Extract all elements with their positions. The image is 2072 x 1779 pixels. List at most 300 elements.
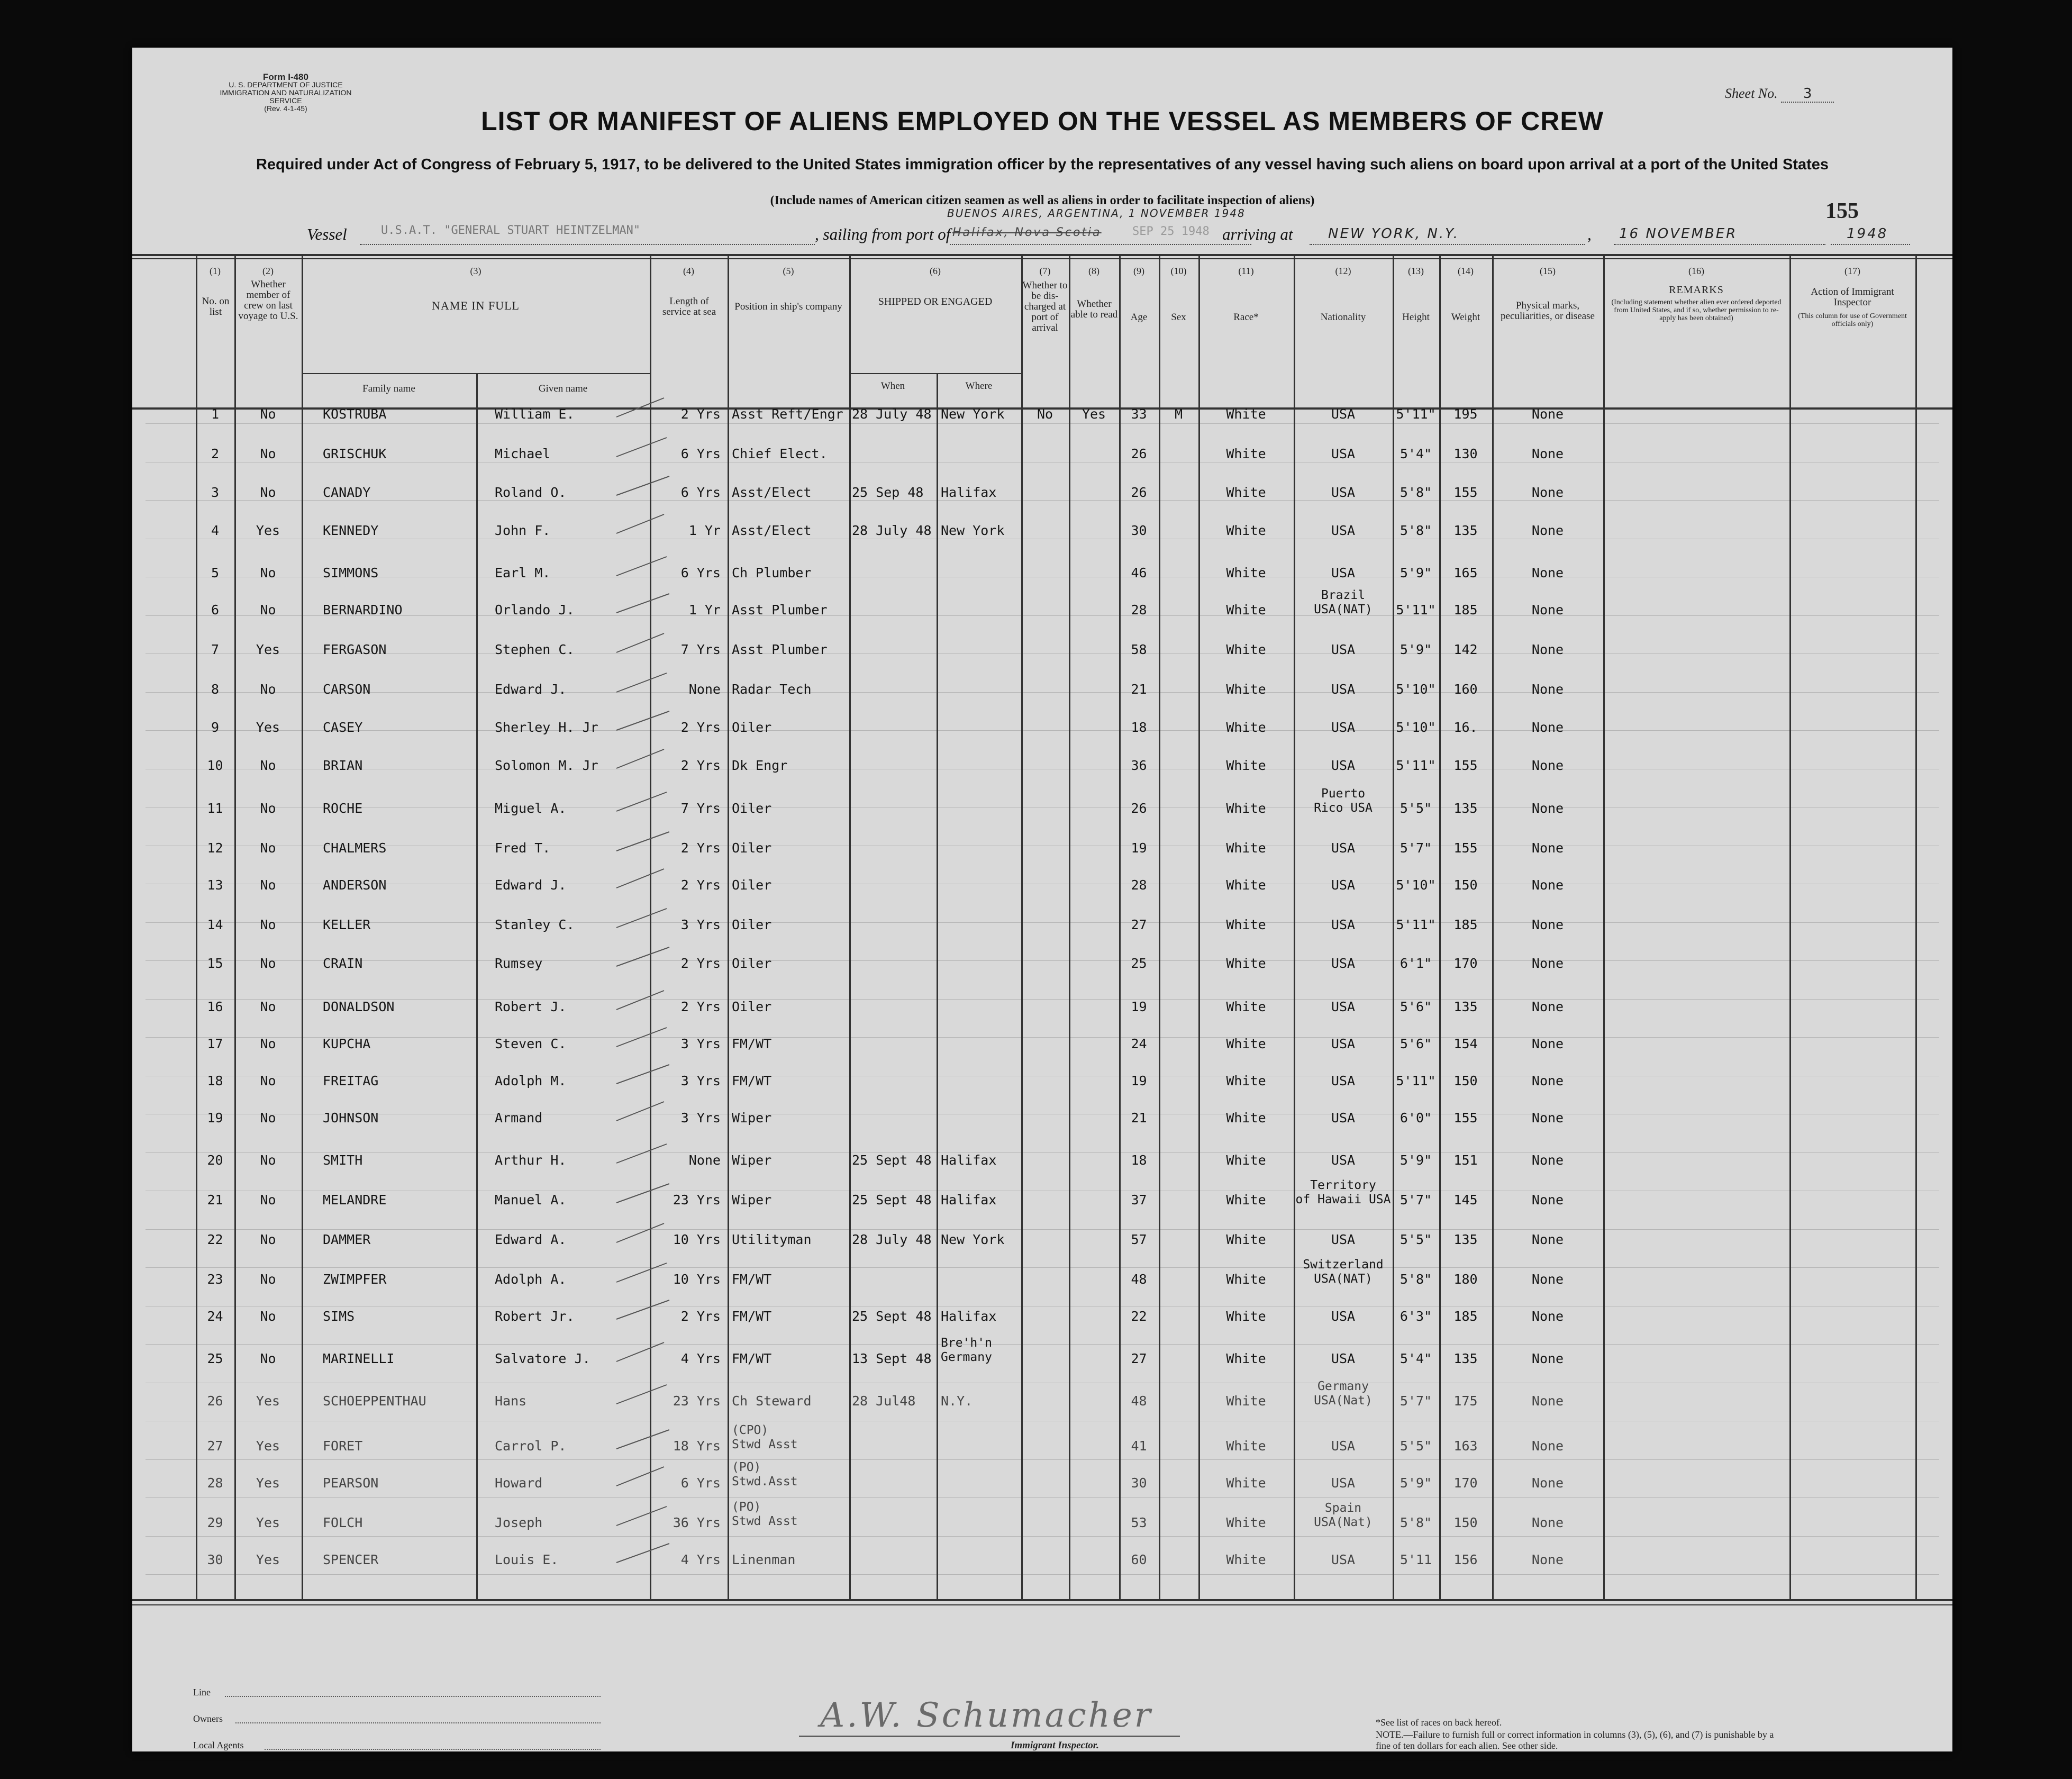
cell-position: FM/WT [732, 1309, 772, 1324]
cell-age: 28 [1131, 877, 1147, 893]
cell-service: 4 Yrs [680, 1351, 721, 1366]
cell-service: 1 Yr [688, 523, 721, 538]
cell-weight: 155 [1453, 1110, 1478, 1126]
cell-nationality: USA [1331, 485, 1356, 500]
row-rule [146, 1152, 1939, 1153]
cell-weight: 185 [1453, 917, 1478, 932]
cell-position: Ch Steward [732, 1393, 812, 1409]
header-where: Where [965, 380, 993, 392]
col-num-8: (8) [1088, 266, 1099, 276]
cell-family: KENNEDY [323, 523, 379, 538]
header-able-to-read: Whether able to read [1070, 298, 1118, 320]
cell-family: ZWIMPFER [323, 1272, 387, 1287]
cell-height: 5'5" [1399, 801, 1432, 816]
cell-family: SCHOEPPENTHAU [323, 1393, 426, 1409]
cell-family: BERNARDINO [323, 602, 403, 618]
cell-age: 28 [1131, 602, 1147, 618]
table-row [132, 1037, 1952, 1069]
cell-age: 33 [1131, 406, 1147, 422]
cell-height: 6'3" [1399, 1309, 1432, 1324]
cell-height: 5'11" [1396, 602, 1436, 618]
cell-height: 5'8" [1399, 523, 1432, 538]
cell-nationality: USA [1331, 758, 1356, 773]
cell-marks: None [1531, 446, 1564, 461]
cell-no: 20 [207, 1152, 223, 1168]
cell-position: Wiper [732, 1110, 772, 1126]
row-rule [146, 999, 1939, 1000]
cell-marks: None [1531, 485, 1564, 500]
header-inspector-action: Action of Immigrant Inspector [1811, 286, 1894, 308]
cell-prev: No [260, 682, 276, 697]
header-family-name: Family name [362, 383, 415, 394]
cell-given: Hans [495, 1393, 527, 1409]
cell-given: Adolph M. [495, 1073, 567, 1088]
cell-when: 25 Sept 48 [852, 1152, 932, 1168]
cell-weight: 151 [1453, 1152, 1478, 1168]
cell-marks: None [1531, 1152, 1564, 1168]
sheet-value: 3 [1781, 86, 1834, 103]
table-row [132, 1111, 1952, 1143]
cell-age: 46 [1131, 565, 1147, 580]
cell-height: 5'11" [1396, 758, 1436, 773]
cell-height: 5'11 [1399, 1552, 1432, 1567]
cell-prev: Yes [256, 1393, 280, 1409]
inspector-signature: A.W. Schumacher [820, 1696, 1153, 1735]
cell-age: 24 [1131, 1036, 1147, 1051]
cell-marks: None [1531, 1515, 1564, 1530]
cell-weight: 163 [1453, 1438, 1478, 1454]
cell-family: CHALMERS [323, 840, 387, 856]
cell-given: Arthur H. [495, 1152, 567, 1168]
cell-marks: None [1531, 1351, 1564, 1366]
cell-position: Asst/Elect [732, 523, 812, 538]
cell-position: Oiler [732, 999, 772, 1014]
cell-race: White [1226, 720, 1266, 735]
table-row [132, 1178, 1952, 1225]
row-rule [146, 1267, 1939, 1268]
cell-given: Joseph [495, 1515, 543, 1530]
cell-no: 2 [211, 446, 220, 461]
cell-age: 26 [1131, 485, 1147, 500]
cell-weight: 135 [1453, 801, 1478, 816]
comma: , [1587, 225, 1592, 243]
cell-height: 5'5" [1399, 1232, 1432, 1247]
header-position: Position in ship's company [734, 301, 842, 312]
cell-nationality: Spain USA(Nat) [1314, 1501, 1373, 1529]
cell-age: 36 [1131, 758, 1147, 773]
cell-race: White [1226, 682, 1266, 697]
cell-when: 28 July 48 [852, 406, 932, 422]
cell-weight: 135 [1453, 1232, 1478, 1247]
cell-service: 23 Yrs [673, 1393, 721, 1409]
header-height: Height [1402, 312, 1430, 323]
cell-prev: No [260, 877, 276, 893]
cell-given: Edward J. [495, 877, 567, 893]
cell-age: 30 [1131, 523, 1147, 538]
cell-no: 26 [207, 1393, 223, 1409]
cell-race: White [1226, 999, 1266, 1014]
cell-service: 3 Yrs [680, 1036, 721, 1051]
vessel-label: Vessel [307, 225, 347, 243]
cell-position: Oiler [732, 801, 772, 816]
line-field [225, 1696, 601, 1697]
cell-position: (PO) Stwd.Asst [732, 1460, 798, 1488]
cell-family: CANADY [323, 485, 371, 500]
cell-nationality: USA [1331, 1036, 1356, 1051]
cell-nationality: USA [1331, 956, 1356, 971]
cell-weight: 135 [1453, 523, 1478, 538]
cell-no: 11 [207, 801, 223, 816]
cell-family: FORET [323, 1438, 363, 1454]
cell-service: 36 Yrs [673, 1515, 721, 1530]
cell-height: 5'5" [1399, 1438, 1432, 1454]
local-agents-field [265, 1749, 601, 1750]
cell-position: (PO) Stwd Asst [732, 1500, 798, 1528]
header-nationality: Nationality [1320, 312, 1366, 323]
footer [132, 1609, 1952, 1751]
header-length-of-service: Length of service at sea [662, 296, 716, 317]
cell-nationality: Territory of Hawaii USA [1295, 1178, 1391, 1206]
cell-service: 2 Yrs [680, 720, 721, 735]
cell-race: White [1226, 523, 1266, 538]
cell-prev: No [260, 801, 276, 816]
arrival-year: 1948 [1847, 226, 1888, 242]
subtitle-note: (Include names of American citizen seamen as well as aliens in order to facilitate inspection of aliens) [770, 194, 1315, 207]
cell-service: 2 Yrs [680, 999, 721, 1014]
col-num-6: (6) [930, 266, 941, 276]
cell-race: White [1226, 485, 1266, 500]
cell-no: 12 [207, 840, 223, 856]
cell-weight: 150 [1453, 1073, 1478, 1088]
cell-position: Ch Plumber [732, 565, 812, 580]
cell-family: FREITAG [323, 1073, 379, 1088]
cell-given: William E. [495, 406, 575, 422]
cell-prev: Yes [256, 642, 280, 657]
cell-marks: None [1531, 1438, 1564, 1454]
cell-given: Rumsey [495, 956, 543, 971]
cell-marks: None [1531, 1552, 1564, 1567]
cell-position: Asst Plumber [732, 602, 828, 618]
cell-weight: 170 [1453, 956, 1478, 971]
cell-given: Fred T. [495, 840, 551, 856]
cell-weight: 16. [1453, 720, 1478, 735]
cell-nationality: Puerto Rico USA [1314, 787, 1373, 815]
cell-no: 8 [211, 682, 220, 697]
cell-no: 3 [211, 485, 220, 500]
cell-age: 48 [1131, 1393, 1147, 1409]
header-sex: Sex [1171, 312, 1186, 323]
cell-service: 3 Yrs [680, 1110, 721, 1126]
table-row [132, 1154, 1952, 1185]
cell-no: 24 [207, 1309, 223, 1324]
cell-marks: None [1531, 720, 1564, 735]
col-num-4: (4) [683, 266, 694, 276]
cell-race: White [1226, 446, 1266, 461]
shipped-subheader-line [849, 373, 1021, 374]
cell-family: DAMMER [323, 1232, 371, 1247]
sheet-label: Sheet No. [1725, 86, 1778, 101]
table-row [132, 1553, 1952, 1585]
cell-family: SPENCER [323, 1552, 379, 1567]
table-row [132, 1500, 1952, 1548]
cell-nationality: USA [1331, 406, 1356, 422]
cell-marks: None [1531, 406, 1564, 422]
cell-given: Stanley C. [495, 917, 575, 932]
header-no-on-list: No. on list [202, 296, 230, 317]
cell-no: 4 [211, 523, 220, 538]
table-row [132, 1460, 1952, 1508]
table-row [132, 878, 1952, 910]
header-weight: Weight [1451, 312, 1480, 323]
cell-no: 10 [207, 758, 223, 773]
cell-when: 25 Sept 48 [852, 1309, 932, 1324]
cell-when: 25 Sep 48 [852, 485, 924, 500]
cell-nationality: USA [1331, 1152, 1356, 1168]
cell-when: 25 Sept 48 [852, 1192, 932, 1208]
cell-height: 5'10" [1396, 682, 1436, 697]
cell-given: Manuel A. [495, 1192, 567, 1208]
table-top-border [132, 254, 1952, 256]
cell-prev: No [260, 446, 276, 461]
date-stamp: SEP 25 1948 [1132, 225, 1210, 238]
cell-family: DONALDSON [323, 999, 395, 1014]
cell-family: FERGASON [323, 642, 387, 657]
cell-race: White [1226, 1552, 1266, 1567]
cell-weight: 170 [1453, 1475, 1478, 1491]
cell-nationality: Switzerland USA(NAT) [1303, 1258, 1384, 1286]
cell-age: 41 [1131, 1438, 1147, 1454]
local-agents-label: Local Agents [193, 1740, 244, 1750]
cell-no: 1 [211, 406, 220, 422]
cell-position: Wiper [732, 1192, 772, 1208]
cell-age: 18 [1131, 1152, 1147, 1168]
cell-height: 5'9" [1399, 1152, 1432, 1168]
cell-family: MELANDRE [323, 1192, 387, 1208]
cell-when: 13 Sept 48 [852, 1351, 932, 1366]
cell-no: 29 [207, 1515, 223, 1530]
arriving-port: NEW YORK, N.Y. [1328, 226, 1459, 242]
cell-service: 1 Yr [688, 602, 721, 618]
cell-given: Sherley H. Jr [495, 720, 598, 735]
cell-no: 14 [207, 917, 223, 932]
cell-when: 28 July 48 [852, 523, 932, 538]
cell-race: White [1226, 1309, 1266, 1324]
cell-given: Carrol P. [495, 1438, 567, 1454]
cell-prev: No [260, 917, 276, 932]
cell-age: 60 [1131, 1552, 1147, 1567]
cell-service: 4 Yrs [680, 1552, 721, 1567]
col-num-9: (9) [1133, 266, 1144, 276]
cell-position: Oiler [732, 917, 772, 932]
cell-position: Linenman [732, 1552, 796, 1567]
header-physical-marks: Physical marks, peculiarities, or disease [1501, 300, 1595, 322]
cell-family: CRAIN [323, 956, 363, 971]
cell-service: 6 Yrs [680, 565, 721, 580]
cell-given: Edward J. [495, 682, 567, 697]
cell-nationality: USA [1331, 446, 1356, 461]
cell-race: White [1226, 1232, 1266, 1247]
header-when: When [880, 380, 905, 392]
cell-height: 5'6" [1399, 1036, 1432, 1051]
cell-given: John F. [495, 523, 551, 538]
cell-where: Halifax [941, 485, 997, 500]
header-name-in-full: NAME IN FULL [432, 299, 520, 312]
col-num-14: (14) [1458, 266, 1474, 276]
cell-race: White [1226, 1351, 1266, 1366]
sheet-number [1725, 86, 1834, 103]
cell-position: Oiler [732, 877, 772, 893]
owners-field [235, 1722, 601, 1723]
cell-age: 19 [1131, 999, 1147, 1014]
cell-marks: None [1531, 523, 1564, 538]
manifest-sheet [132, 48, 1952, 1751]
cell-nationality: USA [1331, 840, 1356, 856]
cell-marks: None [1531, 602, 1564, 618]
table-top-border-inner [132, 258, 1952, 259]
cell-weight: 150 [1453, 1515, 1478, 1530]
cell-nationality: Brazil USA(NAT) [1314, 588, 1373, 616]
cell-position: Radar Tech [732, 682, 812, 697]
cell-no: 21 [207, 1192, 223, 1208]
cell-marks: None [1531, 1073, 1564, 1088]
arrival-date: 16 NOVEMBER [1619, 226, 1738, 242]
cell-position: Wiper [732, 1152, 772, 1168]
cell-age: 58 [1131, 642, 1147, 657]
cell-race: White [1226, 1393, 1266, 1409]
cell-race: White [1226, 956, 1266, 971]
cell-prev: No [260, 1152, 276, 1168]
col-num-2: (2) [262, 266, 274, 276]
cell-where: New York [941, 406, 1005, 422]
cell-given: Louis E. [495, 1552, 559, 1567]
table-row [132, 1379, 1952, 1426]
table-row [132, 1258, 1952, 1304]
cell-marks: None [1531, 956, 1564, 971]
cell-height: 5'7" [1399, 1393, 1432, 1409]
cell-race: White [1226, 406, 1266, 422]
table-row [132, 841, 1952, 873]
table-row [132, 566, 1952, 598]
departure-port-handwritten: BUENOS AIRES, ARGENTINA, 1 NOVEMBER 1948 [947, 207, 1246, 220]
cell-service: 2 Yrs [680, 956, 721, 971]
cell-no: 27 [207, 1438, 223, 1454]
cell-service: 2 Yrs [680, 758, 721, 773]
cell-marks: None [1531, 1036, 1564, 1051]
revision: (Rev. 4-1-45) [264, 104, 307, 113]
cell-no: 18 [207, 1073, 223, 1088]
cell-family: SIMS [323, 1309, 355, 1324]
departure-port-struck: Halifax, Nova Scotia [952, 226, 1102, 239]
cell-marks: None [1531, 1475, 1564, 1491]
cell-nationality: USA [1331, 1438, 1356, 1454]
cell-nationality: USA [1331, 1110, 1356, 1126]
cell-given: Orlando J. [495, 602, 575, 618]
service: IMMIGRATION AND NATURALIZATION SERVICE [220, 88, 352, 105]
cell-weight: 156 [1453, 1552, 1478, 1567]
cell-prev: Yes [256, 1552, 280, 1567]
cell-weight: 195 [1453, 406, 1478, 422]
cell-no: 16 [207, 999, 223, 1014]
cell-where: Halifax [941, 1309, 997, 1324]
cell-age: 21 [1131, 1110, 1147, 1126]
table-row [132, 1336, 1952, 1384]
table-row [132, 918, 1952, 950]
vessel-name: U.S.A.T. "GENERAL STUART HEINTZELMAN" [381, 224, 641, 237]
cell-no: 30 [207, 1552, 223, 1567]
cell-height: 5'4" [1399, 446, 1432, 461]
cell-prev: No [260, 758, 276, 773]
cell-weight: 135 [1453, 1351, 1478, 1366]
cell-given: Salvatore J. [495, 1351, 590, 1366]
table-row [132, 759, 1952, 791]
header-discharged: Whether to be dis-charged at port of arrival [1022, 280, 1068, 333]
cell-position: Asst/Elect [732, 485, 812, 500]
table-row [132, 787, 1952, 833]
page-title: LIST OR MANIFEST OF ALIENS EMPLOYED ON THE VESSEL AS MEMBERS OF CREW [481, 106, 1604, 136]
cell-weight: 155 [1453, 758, 1478, 773]
cell-prev: No [260, 1073, 276, 1088]
cell-age: 18 [1131, 720, 1147, 735]
cell-prev: No [260, 1351, 276, 1366]
cell-race: White [1226, 1152, 1266, 1168]
col-num-16: (16) [1688, 266, 1704, 276]
cell-given: Howard [495, 1475, 543, 1491]
cell-weight: 155 [1453, 485, 1478, 500]
cell-family: BRIAN [323, 758, 363, 773]
cell-height: 5'6" [1399, 999, 1432, 1014]
cell-service: 6 Yrs [680, 485, 721, 500]
cell-service: 3 Yrs [680, 917, 721, 932]
cell-service: 7 Yrs [680, 801, 721, 816]
cell-nationality: USA [1331, 565, 1356, 580]
cell-no: 15 [207, 956, 223, 971]
header-inspector-note: (This column for use of Government officials only) [1798, 312, 1907, 328]
cell-nationality: USA [1331, 1309, 1356, 1324]
cell-prev: No [260, 840, 276, 856]
cell-race: White [1226, 1475, 1266, 1491]
cell-nationality: USA [1331, 682, 1356, 697]
cell-service: 3 Yrs [680, 1073, 721, 1088]
header-shipped-or-engaged: SHIPPED OR ENGAGED [878, 296, 993, 307]
cell-position: Oiler [732, 840, 772, 856]
cell-age: 22 [1131, 1309, 1147, 1324]
cell-race: White [1226, 602, 1266, 618]
cell-nationality: USA [1331, 720, 1356, 735]
table-row [132, 1000, 1952, 1032]
cell-no: 22 [207, 1232, 223, 1247]
cell-age: 26 [1131, 446, 1147, 461]
cell-height: 6'0" [1399, 1110, 1432, 1126]
header-race: Race* [1233, 312, 1259, 323]
cell-height: 5'4" [1399, 1351, 1432, 1366]
cell-position: FM/WT [732, 1073, 772, 1088]
cell-service: 6 Yrs [680, 446, 721, 461]
cell-nationality: USA [1331, 1552, 1356, 1567]
cell-marks: None [1531, 565, 1564, 580]
col-num-1: (1) [210, 266, 221, 276]
cell-service: 10 Yrs [673, 1272, 721, 1287]
table-row [132, 486, 1952, 518]
cell-prev: No [260, 406, 276, 422]
header-remarks-note: (Including statement whether alien ever ordered deported from United States, and if so, whether permission to re-apply has been obtained) [1611, 298, 1782, 322]
cell-nationality: USA [1331, 1475, 1356, 1491]
cell-position: FM/WT [732, 1272, 772, 1287]
cell-prev: No [260, 1192, 276, 1208]
cell-prev: No [260, 1232, 276, 1247]
cell-age: 19 [1131, 840, 1147, 856]
cell-family: FOLCH [323, 1515, 363, 1530]
cell-weight: 145 [1453, 1192, 1478, 1208]
